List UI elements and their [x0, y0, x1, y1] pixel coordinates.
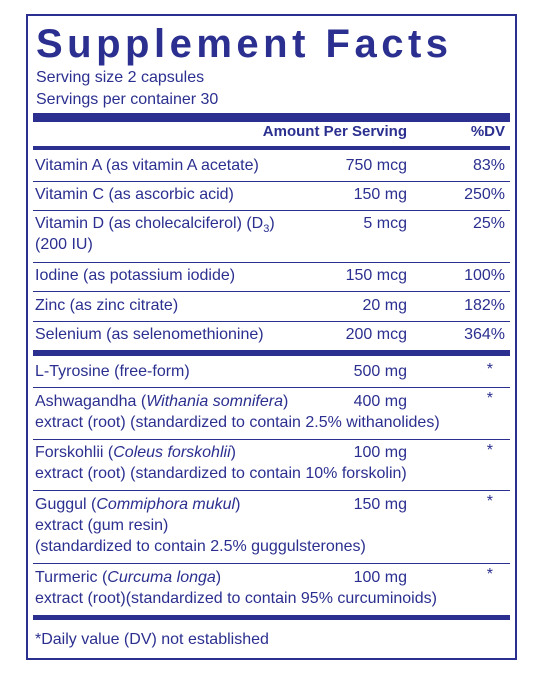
- nutrient-amount: 150 mg: [353, 186, 407, 203]
- ingredient-dv: *: [486, 442, 493, 459]
- nutrient-name: Zinc (as zinc citrate): [35, 297, 179, 314]
- medium-rule: [33, 350, 510, 356]
- medium-rule: [33, 146, 510, 150]
- row-divider: [33, 490, 510, 491]
- nutrient-dv: 25%: [472, 215, 505, 232]
- nutrient-name: Vitamin A (as vitamin A acetate): [35, 157, 259, 174]
- ingredient-name: Forskohlii (Coleus forskohlii): [35, 444, 236, 461]
- dv-column-header: %DV: [470, 123, 505, 140]
- nutrient-name: Selenium (as selenomethionine): [35, 326, 264, 343]
- nutrient-amount: 20 mg: [362, 297, 407, 314]
- row-divider: [33, 387, 510, 388]
- thick-rule-top: [33, 113, 510, 122]
- row-divider: [33, 210, 510, 211]
- ingredient-extract-line: extract (root)(standardized to contain 95% curcuminoids): [35, 590, 437, 607]
- ingredient-extract-line: extract (root) (standardized to contain 2.5% withanolides): [35, 414, 440, 431]
- row-divider: [33, 563, 510, 564]
- ingredient-amount: 500 mg: [353, 363, 407, 380]
- row-divider: [33, 181, 510, 182]
- supplement-facts-panel: [26, 14, 517, 660]
- amount-column-header: Amount Per Serving: [262, 123, 407, 140]
- nutrient-name: Vitamin D (as cholecalciferol) $(D_3)$: [35, 215, 275, 236]
- ingredient-name: Ashwagandha (Withania somnifera): [35, 393, 289, 410]
- row-divider: [33, 439, 510, 440]
- ingredient-extract-line: extract (gum resin): [35, 517, 169, 534]
- daily-value-footnote: *Daily value (DV) not established: [35, 631, 269, 648]
- nutrient-amount: 5 mcg: [363, 215, 407, 232]
- ingredient-dv: *: [486, 493, 493, 510]
- nutrient-amount: 150 mcg: [345, 267, 407, 284]
- thick-rule-bottom: [33, 615, 510, 620]
- nutrient-dv: 182%: [464, 297, 505, 314]
- ingredient-standardization-line: (standardized to contain 2.5% guggulsterones): [35, 538, 366, 555]
- panel-title: Supplement Facts: [36, 22, 453, 66]
- ingredient-name: L-Tyrosine (free-form): [35, 363, 190, 380]
- nutrient-amount: 750 mcg: [345, 157, 407, 174]
- nutrient-dv: 250%: [464, 186, 505, 203]
- ingredient-dv: *: [486, 566, 493, 583]
- ingredient-dv: *: [486, 361, 493, 378]
- ingredient-name: Turmeric (Curcuma longa): [35, 569, 222, 586]
- row-divider: [33, 291, 510, 292]
- nutrient-dv: 364%: [464, 326, 505, 343]
- nutrient-name-line2: (200 IU): [35, 236, 93, 253]
- nutrient-dv: 83%: [472, 157, 505, 174]
- ingredient-amount: 150 mg: [353, 496, 407, 513]
- nutrient-name: Vitamin C (as ascorbic acid): [35, 186, 234, 203]
- nutrient-amount: 200 mcg: [345, 326, 407, 343]
- nutrient-name: Iodine (as potassium iodide): [35, 267, 236, 284]
- row-divider: [33, 321, 510, 322]
- nutrient-dv: 100%: [464, 267, 505, 284]
- serving-size: Serving size 2 capsules: [36, 69, 205, 86]
- row-divider: [33, 262, 510, 263]
- ingredient-dv: *: [486, 390, 493, 407]
- ingredient-amount: 400 mg: [353, 393, 407, 410]
- servings-per-container: Servings per container 30: [36, 91, 219, 108]
- ingredient-name: Guggul (Commiphora mukul): [35, 496, 241, 513]
- ingredient-extract-line: extract (root) (standardized to contain 10% forskolin): [35, 465, 407, 482]
- ingredient-amount: 100 mg: [353, 569, 407, 586]
- ingredient-amount: 100 mg: [353, 444, 407, 461]
